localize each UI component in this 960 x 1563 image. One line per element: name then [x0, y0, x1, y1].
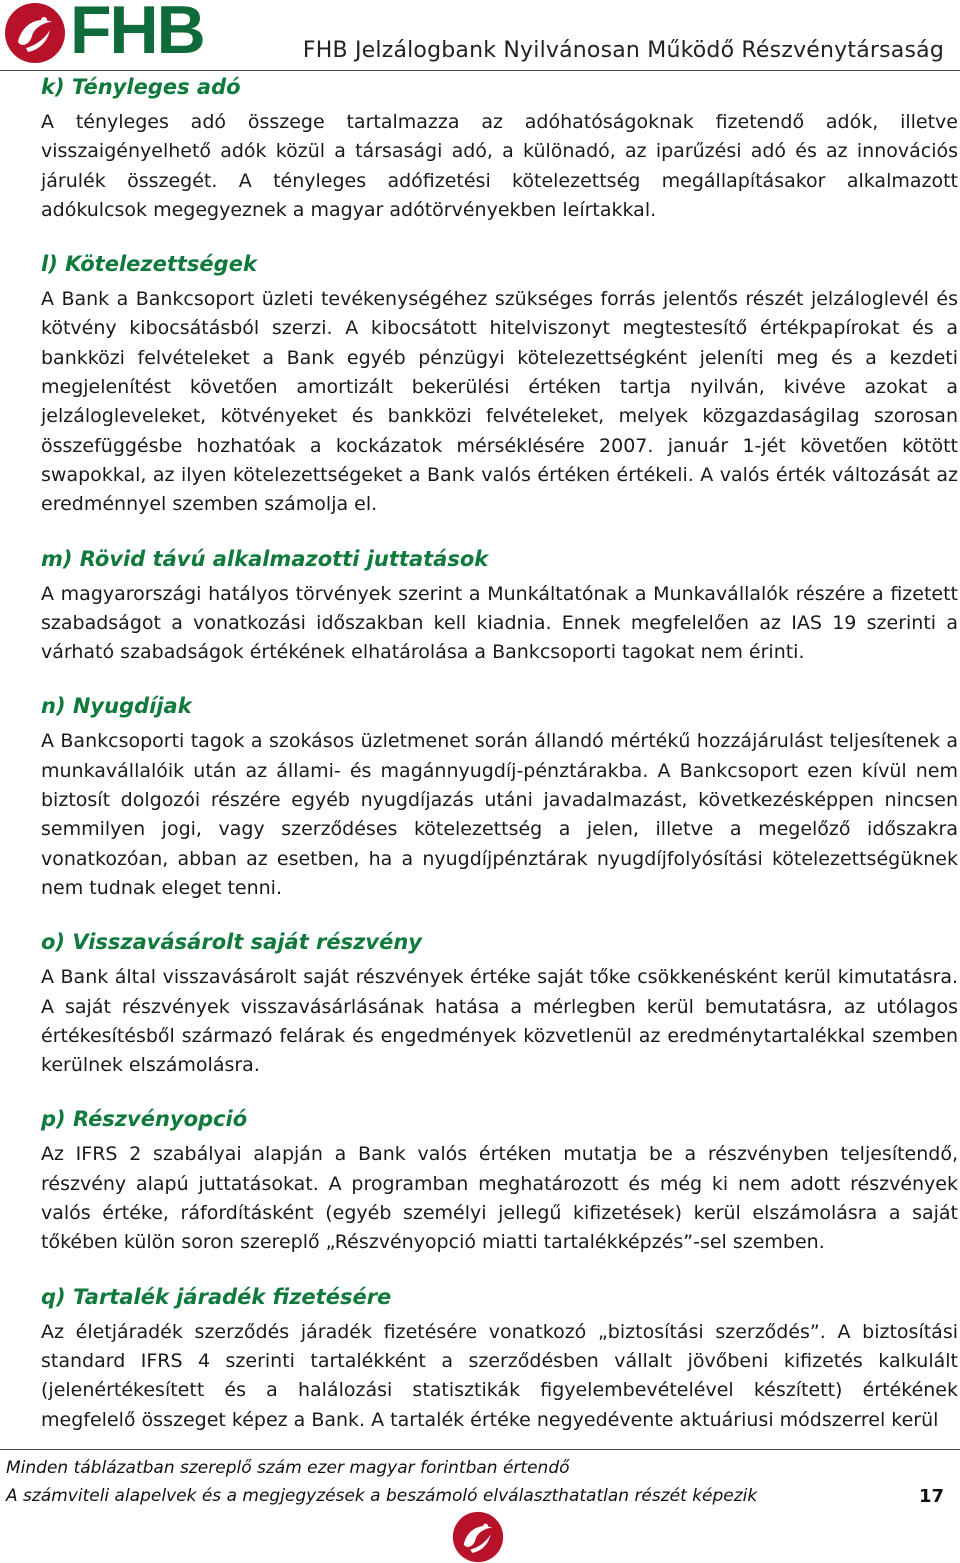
section-heading: k) Tényleges adó [41, 75, 241, 99]
document-body [41, 72, 958, 1459]
section-heading: m) Rövid távú alkalmazotti juttatások [41, 546, 489, 571]
section-heading: n) Nyugdíjak [41, 694, 192, 719]
section-paragraph: A Bank által visszavásárolt saját részvények értéke saját tőke csökkenésként kerül kimutatásra. A saját részvények visszavásárlásának hatása a mérlegben kerül bemutatásra, az utólagos értékesítésből származó felárak és engedmények közvetlenül az eredménytartalékkal szemben kerülnek elszámolásra. [41, 966, 958, 1077]
section-nyugdijak [41, 691, 958, 903]
footer-note: Minden táblázatban szereplő szám ezer magyar forintban értendő [6, 1458, 570, 1478]
section-paragraph: A tényleges adó összege tartalmazza az adóhatóságoknak fizetendő adók, illetve visszaigényelhető adók közül a társasági adó, a különadó, az iparűzési adó és az innovációs járulék összegét. A tényleges adófizetési kötelezettség megállapításakor alkalmazott adókulcsok megegyeznek a magyar adótörvényekben leírtakkal. [41, 111, 958, 221]
page-number: 17 [918, 1486, 944, 1507]
section-heading: q) Tartalék járadék fizetésére [41, 1284, 392, 1309]
section-tenyleges-ado [41, 72, 958, 225]
section-rovid-tavu-juttatasok [41, 544, 958, 668]
section-paragraph: Az IFRS 2 szabályai alapján a Bank valós értéken mutatja be a részvényben teljesítendő, részvény alapú juttatásokat. A programban meghatározott és még ki nem adott részvények valós értéke, ráfordításként (egyéb személyi jellegű kifizetések) kerül elszámolásra a saját tőkében külön soron szereplő „Részvényopció miatti tartalékképzés”-sel szemben. [41, 1143, 958, 1254]
section-kotelezettsegek [41, 249, 958, 519]
section-heading: l) Kötelezettségek [41, 252, 257, 277]
header-divider [0, 70, 960, 71]
section-heading: p) Részvényopció [41, 1107, 248, 1132]
header-title: FHB Jelzálogbank Nyilvánosan Működő Részvénytársaság [302, 38, 944, 63]
section-reszvenyopcio [41, 1104, 958, 1257]
section-sajat-reszveny [41, 927, 958, 1080]
page-header [0, 0, 960, 72]
section-tartalek-jaradek [41, 1282, 958, 1435]
section-heading: o) Visszavásárolt saját részvény [41, 930, 422, 955]
section-paragraph: A magyarországi hatályos törvények szerint a Munkáltatónak a Munkavállalók részére a fizetett szabadságot a vonatkozási időszakban kell kiadnia. Ennek megfelelően az IAS 19 szerinti a várható szabadságok értékének elhatárolása a Bankcsoporti tagokat nem érinti. [41, 582, 958, 664]
footer-divider [0, 1449, 960, 1450]
footer-caption: A számviteli alapelvek és a megjegyzések a beszámoló elválaszthatatlan részét képezik [6, 1486, 758, 1506]
fhb-emblem-icon [4, 2, 66, 64]
fhb-logo-text: FHB [70, 0, 204, 68]
section-paragraph: A Bankcsoporti tagok a szokásos üzletmenet során állandó mértékű hozzájárulást teljesítenek a munkavállalóik után az állami- és magánnyugdíj-pénztárakba. A Bankcsoport ezen kívül nem biztosít dolgozói részére egyéb nyugdíjazás utáni javadalmazást, következésképpen nincsen semmilyen jogi, vagy szerződéses kötelezettség a jelen, illetve a megelőző időszakra vonatkozóan, abban az esetben, ha a nyugdíjpénztárak nyugdíjfolyósítási kötelezettségüknek nem tudnak eleget tenni. [41, 730, 958, 899]
section-paragraph: Az életjáradék szerződés járadék fizetésére vonatkozó „biztosítási szerződés”. A biztosítási standard IFRS 4 szerinti tartalékként a szerződésben vállalt jövőbeni kifizetés kalkulált (jelenértékesített és a halálozási statisztikák figyelembevételével készített) értékének megfelelő összeget képez a Bank. A tartalék értéke negyedévente aktuáriusi módszerrel kerül [41, 1320, 958, 1431]
section-paragraph: A Bank a Bankcsoport üzleti tevékenységéhez szükséges forrás jelentős részét jelzáloglevél és kötvény kibocsátásból szerzi. A kibocsátott hitelviszonyt megtestesítő értékpapírokat és a bankközi felvételeket a Bank egyéb pénzügyi kötelezettségként jeleníti meg és a kezdeti megjelenítést követően amortizált bekerülési értéken tartja nyilván, kivéve azokat a jelzálogleveleket, kötvényeket és bankközi felvételeket, melyek közgazdaságilag szorosan összefüggésbe hozhatóak a kockázatok mérséklésére 2007. január 1-jét követően kötött swapokkal, az ilyen kötelezettségeket a Bank valós értéken értékeli. A valós érték változását az eredménnyel szemben számolja el. [41, 288, 958, 516]
fhb-footer-emblem-icon [452, 1511, 504, 1563]
